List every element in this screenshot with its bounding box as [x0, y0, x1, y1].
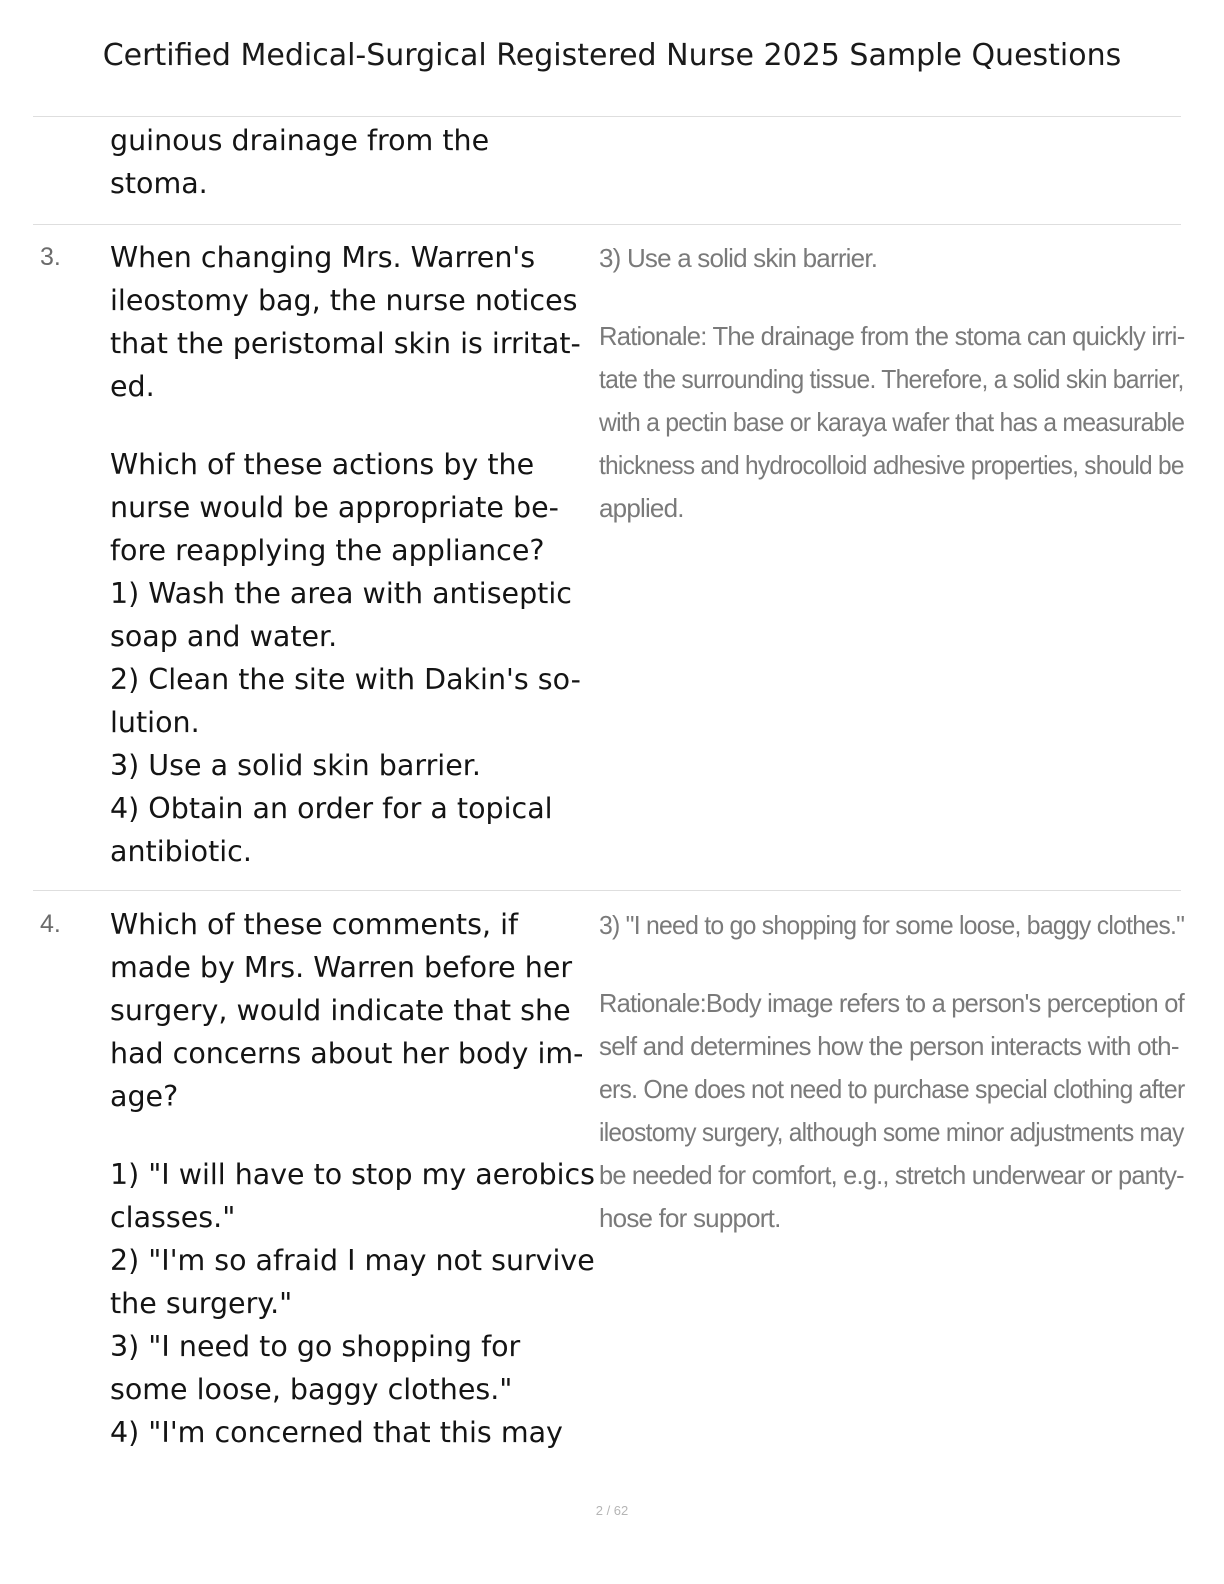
question-number: 3.	[40, 243, 61, 271]
answer-option-line: the surgery."	[110, 1287, 293, 1320]
answer-option-line: 3) "I need to go shopping for	[110, 1330, 521, 1363]
answer-option-line: antibiotic.	[110, 835, 252, 868]
page-title: Certified Medical-Surgical Registered Nurse 2025 Sample Questions	[102, 38, 1122, 73]
continuation-line: guinous drainage from the	[110, 124, 490, 157]
continuation-line: stoma.	[110, 167, 208, 200]
divider	[33, 116, 1181, 117]
question-text	[110, 903, 595, 1454]
question-stem-line: surgery, would indicate that she	[110, 994, 571, 1027]
rationale-line: self and determines how the person interacts with oth-	[599, 1031, 1179, 1061]
question-stem-line: had concerns about her body im-	[110, 1037, 584, 1070]
answer-explanation	[599, 904, 1184, 1240]
question-continuation	[110, 119, 595, 205]
question-prompt-line: fore reapplying the appliance?	[110, 534, 545, 567]
spacer	[599, 947, 1184, 982]
answer-option-line: 1) "I will have to stop my aerobics	[110, 1158, 596, 1191]
rationale-line: with a pectin base or karaya wafer that has a measurable	[599, 407, 1185, 437]
answer-option-line: lution.	[110, 706, 200, 739]
question-stem-line: When changing Mrs. Warren's	[110, 241, 536, 274]
correct-answer: 3) Use a solid skin barrier.	[599, 243, 878, 273]
divider	[33, 890, 1181, 891]
question-stem-line: that the peristomal skin is irritat-	[110, 327, 581, 360]
answer-option-line: 2) "I'm so afraid I may not survive	[110, 1244, 595, 1277]
answer-option-line: 3) Use a solid skin barrier.	[110, 749, 481, 782]
answer-option-line: classes."	[110, 1201, 236, 1234]
question-stem-line: age?	[110, 1080, 179, 1113]
divider	[33, 224, 1181, 225]
spacer	[110, 408, 595, 443]
rationale-line: be needed for comfort, e.g., stretch underwear or panty-	[599, 1160, 1184, 1190]
spacer	[110, 1118, 595, 1153]
answer-option-line: soap and water.	[110, 620, 338, 653]
question-number: 4.	[40, 910, 61, 938]
question-stem-line: made by Mrs. Warren before her	[110, 951, 573, 984]
question-text	[110, 236, 595, 873]
question-stem-line: ileostomy bag, the nurse notices	[110, 284, 578, 317]
rationale-line: ers. One does not need to purchase special clothing after	[599, 1074, 1185, 1104]
answer-option-line: 4) "I'm concerned that this may	[110, 1416, 563, 1449]
question-prompt-line: Which of these actions by the	[110, 448, 535, 481]
rationale-line: applied.	[599, 493, 684, 523]
answer-explanation	[599, 237, 1184, 530]
rationale-line: hose for support.	[599, 1203, 781, 1233]
rationale-line: thickness and hydrocolloid adhesive properties, should be	[599, 450, 1184, 480]
question-stem-line: ed.	[110, 370, 155, 403]
answer-option-line: 4) Obtain an order for a topical	[110, 792, 553, 825]
answer-option-line: 1) Wash the area with antiseptic	[110, 577, 572, 610]
answer-option-line: some loose, baggy clothes."	[110, 1373, 513, 1406]
question-stem-line: Which of these comments, if	[110, 908, 519, 941]
rationale-line: ileostomy surgery, although some minor adjustments may	[599, 1117, 1184, 1147]
correct-answer: 3) "I need to go shopping for some loose, baggy clothes."	[599, 910, 1185, 940]
page-number: 2 / 62	[595, 1503, 629, 1518]
rationale-line: tate the surrounding tissue. Therefore, a solid skin barrier,	[599, 364, 1184, 394]
rationale-line: Rationale:Body image refers to a person's perception of	[599, 988, 1184, 1018]
spacer	[599, 280, 1184, 315]
question-prompt-line: nurse would be appropriate be-	[110, 491, 559, 524]
rationale-line: Rationale: The drainage from the stoma can quickly irri-	[599, 321, 1185, 351]
answer-option-line: 2) Clean the site with Dakin's so-	[110, 663, 581, 696]
